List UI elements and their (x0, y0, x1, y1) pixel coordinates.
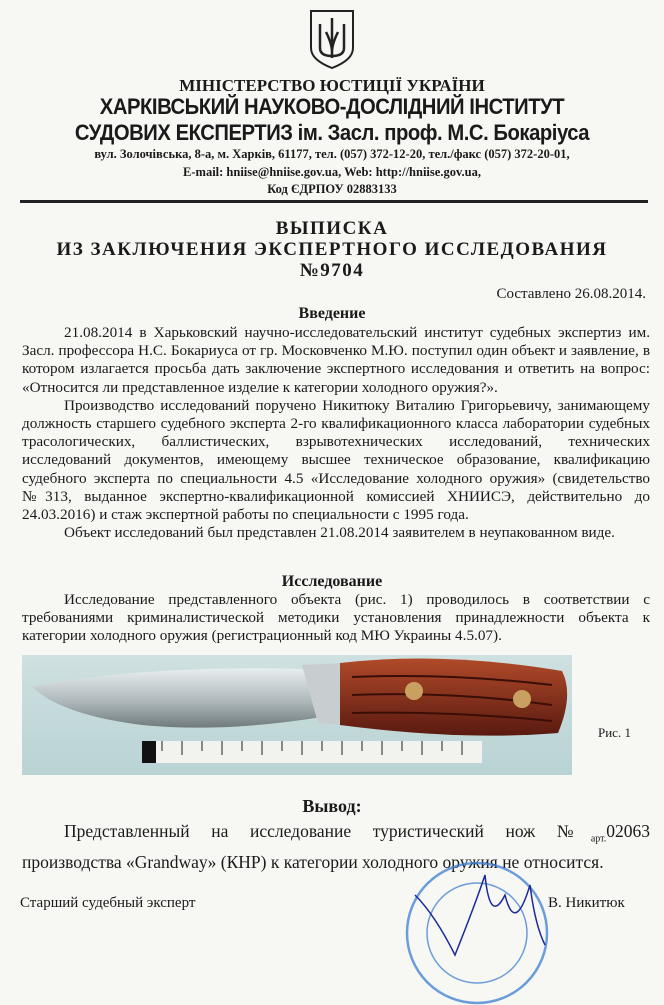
intro-section (22, 324, 650, 542)
intro-paragraph-1: 21.08.2014 в Харьковский научно-исследовательский институт судебных экспертиз им. Засл. профессора Н.С. Бокариуса от гр. Московченко М.Ю. поступил один объект и заявление, в котором излагается просьба дать заключение экспертного исследования и ответить на вопрос: «Относится ли представленное изделие к категории холодного оружия?». (22, 324, 650, 396)
conclusion-part-b: 02063 производства «Grandway» (КНР) к категории холодного оружия не относится. (22, 821, 650, 872)
signer-position: Старший судебный эксперт (20, 895, 196, 911)
intro-paragraph-2: Производство исследований поручено Никитюку Виталию Григорьевичу, занимающему должность старшего судебного эксперта 2-го квалификационного класса лаборатории судебных трасологических, баллистических, взрывотехнических исследований, технических исследований документов, имеющему высшее техническое образование, квалификацию судебного эксперта по специальности 4.5 «Исследование холодного оружия» (свидетельство №313, выданное экспертно-квалификационной комиссией ХНИИСЭ, действительно до 24.03.2016) и стаж экспертной работы по специальности с 1995 года. (22, 396, 650, 524)
intro-heading: Введение (298, 305, 366, 322)
article-abbrev: арт. (590, 833, 607, 845)
compiled-date: Составлено 26.08.2014. (496, 286, 646, 302)
conclusion-text (22, 820, 650, 873)
research-section (22, 591, 650, 646)
doc-title: ВЫПИСКА (275, 218, 389, 239)
intro-paragraph-3: Объект исследований был представлен 21.08.2014 заявителем в неупакованном виде. (64, 524, 615, 542)
conclusion-part-a: Представленный на исследование туристический нож № (64, 821, 591, 841)
doc-number: №9704 (299, 260, 365, 281)
trident-emblem-icon (308, 8, 356, 70)
signer-name: В. Никитюк (548, 895, 625, 911)
research-heading: Исследование (281, 573, 383, 590)
ministry-name: МІНІСТЕРСТВО ЮСТИЦІЇ УКРАЇНИ (179, 76, 485, 95)
institute-line1: ХАРКІВСЬКИЙ НАУКОВО-ДОСЛІДНИЙ ІНСТИТУТ (99, 94, 565, 119)
knife-photo (22, 655, 572, 775)
institute-line2: СУДОВИХ ЕКСПЕРТИЗ ім. Засл. проф. М.С. Бокаріуса (74, 120, 590, 145)
official-stamp (395, 855, 555, 1005)
conclusion-heading: Вывод: (302, 796, 362, 816)
address: вул. Золочівська, 8-а, м. Харків, 61177, тел. (057) 372-12-20, тел./факс (057) 372-20-01, (94, 147, 570, 161)
contacts: E-mail: hniise@hniise.gov.ua, Web: http://hniise.gov.ua, (183, 165, 481, 179)
figure-caption: Рис. 1 (598, 725, 631, 740)
doc-subtitle: ИЗ ЗАКЛЮЧЕНИЯ ЭКСПЕРТНОГО ИССЛЕДОВАНИЯ (56, 239, 608, 260)
research-paragraph: Исследование представленного объекта (рис. 1) проводилось в соответствии с требованиями криминалистической методики установления принадлежности объекта к категории холодного оружия (регистрационный код МЮ Украины 4.5.07). (22, 591, 650, 645)
header-divider (20, 200, 648, 203)
edrpou-code: Код ЄДРПОУ 02883133 (267, 182, 397, 196)
